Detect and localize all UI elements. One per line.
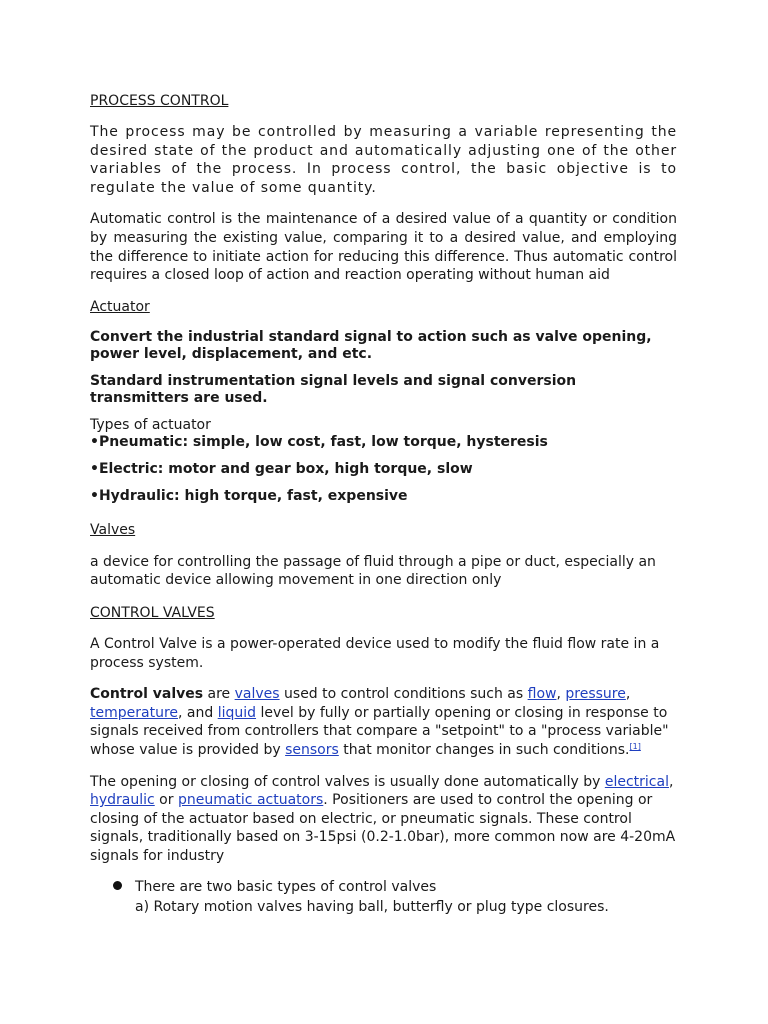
text-segment: that monitor changes in such conditions.	[338, 741, 630, 758]
heading-actuator: Actuator	[90, 298, 150, 315]
link-pressure[interactable]: pressure	[565, 686, 626, 703]
text-segment: ,	[625, 686, 631, 703]
heading-control-valves: CONTROL VALVES	[90, 604, 215, 621]
text-segment: . Positioners are used to control the opening or closing of the actuator based on electric, or pneumatic signals. These control signals, traditionally based on 3-15psi (0.2-1.0bar), more common now are 4-20mA signals for industry	[90, 792, 676, 864]
list-item	[90, 877, 677, 917]
paragraph-actuator-convert: Convert the industrial standard signal to action such as valve opening, power level, displacement, and etc.	[90, 328, 652, 362]
bullet-item-subtext: a) Rotary motion valves having ball, butterfly or plug type closures.	[135, 899, 609, 916]
paragraph-valves-definition: a device for controlling the passage of fluid through a pipe or duct, especially an automatic device allowing movement in one direction only	[90, 553, 656, 589]
text-segment: or	[154, 792, 178, 809]
link-flow[interactable]: flow	[527, 686, 557, 703]
text-segment: are	[203, 686, 235, 703]
heading-valves: Valves	[90, 521, 136, 538]
text-segment: used to control conditions such as	[279, 686, 528, 703]
paragraph-process-definition: The process may be controlled by measuring a variable representing the desired state of the product and automatically adjusting one of the other variables of the process. In process control, the basic objective is to regulate the value of some quantity.	[90, 124, 677, 196]
link-electrical[interactable]: electrical	[604, 773, 669, 790]
text-segment: ,	[668, 773, 674, 790]
bold-control-valves: Control valves	[90, 686, 204, 703]
text-segment: ,	[556, 686, 566, 703]
bullet-dot-icon	[113, 881, 122, 890]
paragraph-automatic-control: Automatic control is the maintenance of a desired value of a quantity or condition by measuring the existing value, comparing it to a desired value, and employing the difference to initiate action for reducing this difference. Thus automatic control requires a closed loop of action and reaction operating without human aid	[90, 211, 677, 284]
types-of-actuator-label: Types of actuator	[90, 416, 211, 433]
text-segment: level by fully or partially opening or closing in response to signals received from controllers that compare a "setpoint" to a "process variable" whose value is provided by	[90, 704, 669, 758]
text-segment: The opening or closing of control valves is usually done automatically by	[90, 773, 605, 790]
paragraph-control-valves-usage	[90, 685, 677, 759]
paragraph-actuator-signals: Standard instrumentation signal levels and signal conversion transmitters are used.	[90, 372, 577, 406]
link-liquid[interactable]: liquid	[217, 704, 257, 721]
link-hydraulic[interactable]: hydraulic	[90, 792, 155, 809]
bullet-item-text: There are two basic types of control valves	[135, 879, 437, 896]
paragraph-actuation	[90, 773, 677, 866]
document-body	[90, 92, 677, 917]
link-pneumatic-actuators[interactable]: pneumatic actuators	[177, 792, 324, 809]
bullet-list	[90, 877, 677, 917]
actuator-type-electric: •Electric: motor and gear box, high torque, slow	[90, 460, 473, 477]
footnote-ref-1[interactable]: [1]	[629, 741, 641, 751]
paragraph-control-valve-definition: A Control Valve is a power-operated device used to modify the fluid flow rate in a process system.	[90, 635, 660, 671]
link-temperature[interactable]: temperature	[90, 704, 178, 721]
actuator-type-hydraulic: •Hydraulic: high torque, fast, expensive	[90, 487, 408, 504]
link-sensors[interactable]: sensors	[285, 741, 339, 758]
link-valves[interactable]: valves	[234, 686, 280, 703]
text-segment: , and	[178, 704, 218, 721]
heading-process-control: PROCESS CONTROL	[90, 93, 229, 109]
actuator-type-pneumatic: •Pneumatic: simple, low cost, fast, low torque, hysteresis	[90, 433, 548, 450]
